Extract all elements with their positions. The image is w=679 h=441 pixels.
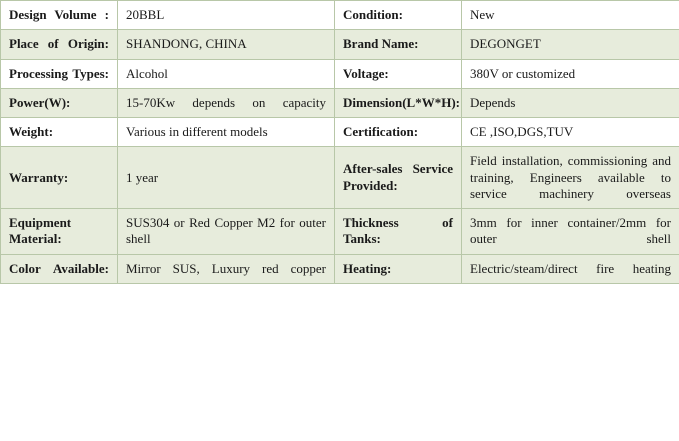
table-row <box>1 88 679 117</box>
table-row <box>1 147 679 209</box>
row-label-color-available: Color Available: <box>1 254 118 283</box>
table-row <box>1 59 679 88</box>
row-value-processing-types: Alcohol <box>118 59 335 88</box>
row-value-certification: CE ,ISO,DGS,TUV <box>462 118 679 147</box>
row-label-heating: Heating: <box>335 254 462 283</box>
row-label-brand-name: Brand Name: <box>335 30 462 59</box>
row-value-dimension: Depends <box>462 88 679 117</box>
row-label-power: Power(W): <box>1 88 118 117</box>
row-value-voltage: 380V or customized <box>462 59 679 88</box>
row-value-condition: New <box>462 1 679 30</box>
row-label-weight: Weight: <box>1 118 118 147</box>
row-value-after-sales-service: Field installation, commissioning and training, Engineers available to service machinery overseas <box>462 147 679 209</box>
specification-table-body <box>1 1 679 284</box>
row-value-thickness-of-tanks: 3mm for inner container/2mm for outer shell <box>462 209 679 255</box>
row-label-voltage: Voltage: <box>335 59 462 88</box>
row-value-color-available: Mirror SUS, Luxury red copper <box>118 254 335 283</box>
row-label-design-volume: Design Volume : <box>1 1 118 30</box>
table-row <box>1 254 679 283</box>
table-row <box>1 118 679 147</box>
table-row <box>1 1 679 30</box>
row-value-design-volume: 20BBL <box>118 1 335 30</box>
row-label-equipment-material: Equipment Material: <box>1 209 118 255</box>
table-row <box>1 30 679 59</box>
row-value-heating: Electric/steam/direct fire heating <box>462 254 679 283</box>
row-label-dimension: Dimension(L*W*H): <box>335 88 462 117</box>
table-row <box>1 209 679 255</box>
row-label-certification: Certification: <box>335 118 462 147</box>
row-label-warranty: Warranty: <box>1 147 118 209</box>
row-value-place-of-origin: SHANDONG, CHINA <box>118 30 335 59</box>
row-value-brand-name: DEGONGET <box>462 30 679 59</box>
row-value-warranty: 1 year <box>118 147 335 209</box>
row-label-processing-types: Processing Types: <box>1 59 118 88</box>
row-label-thickness-of-tanks: Thickness of Tanks: <box>335 209 462 255</box>
row-label-place-of-origin: Place of Origin: <box>1 30 118 59</box>
row-value-equipment-material: SUS304 or Red Copper M2 for outer shell <box>118 209 335 255</box>
row-label-condition: Condition: <box>335 1 462 30</box>
row-value-power: 15-70Kw depends on capacity <box>118 88 335 117</box>
row-label-after-sales-service: After-sales Service Provided: <box>335 147 462 209</box>
row-value-weight: Various in different models <box>118 118 335 147</box>
